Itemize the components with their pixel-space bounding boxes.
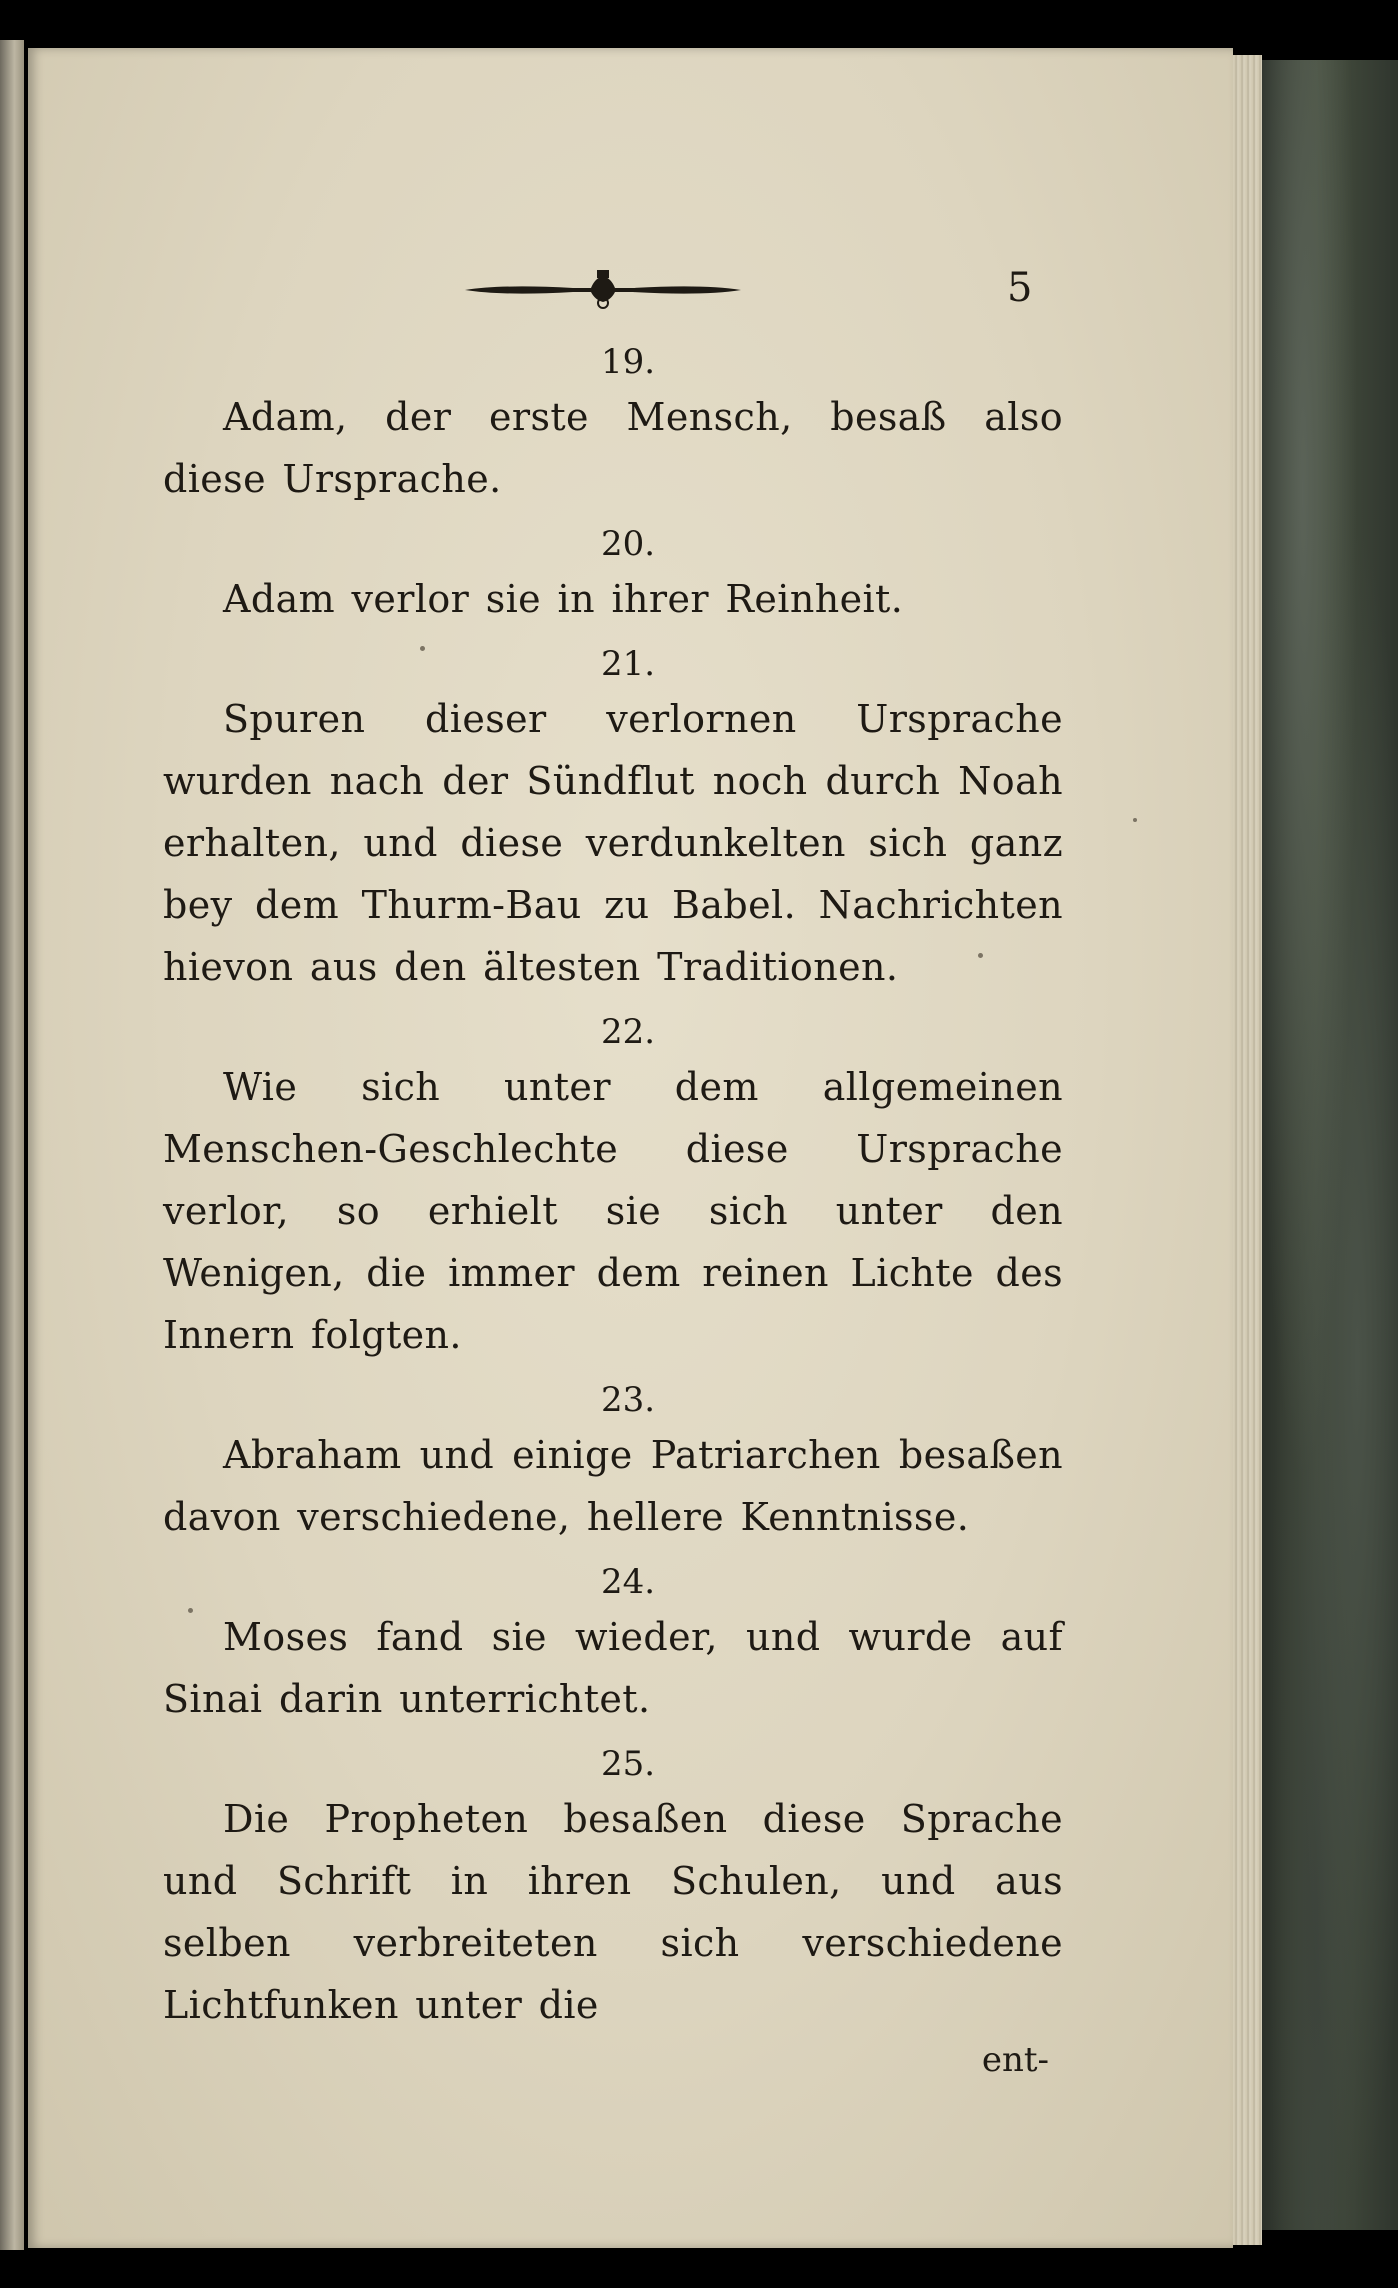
catchword: ent- [981,2040,1049,2080]
section-number: 24. [600,1562,656,1602]
paper-speck [1133,818,1137,822]
section-21 [163,644,1063,998]
section-text: Adam, der erste Mensch, besaß also diese Ursprache. [163,395,1063,501]
section-text: Abraham und einige Patriarchen besaßen davon verschiedene, hellere Kenntnisse. [163,1433,1063,1539]
section-number: 22. [600,1012,656,1052]
page-content [163,238,1063,2080]
section-20 [163,524,1063,630]
section-text: Adam verlor sie in ihrer Reinheit. [223,577,904,621]
facing-page-edge [0,40,24,2250]
section-number: 20. [600,524,656,564]
section-24 [163,1562,1063,1730]
section-text: Wie sich unter dem allgemeinen Menschen-Geschlechte diese Ursprache verlor, so erhielt sie sich unter den Wenigen, die immer dem reinen Lichte des Innern folgten. [163,1065,1063,1357]
section-25 [163,1744,1063,2036]
section-number: 25. [600,1744,656,1784]
page-header [163,238,1063,328]
section-23 [163,1380,1063,1548]
section-number: 19. [600,342,656,382]
book-cover-board [1262,60,1398,2230]
section-number: 21. [600,644,656,684]
page-number: 5 [1007,265,1033,311]
section-19 [163,342,1063,510]
book-page [28,48,1233,2248]
section-number: 23. [600,1380,656,1420]
ornament-rule-icon [463,270,743,310]
section-22 [163,1012,1063,1366]
page-edges [1232,55,1262,2245]
section-text: Moses fand sie wieder, und wurde auf Sinai darin unterrichtet. [163,1615,1063,1721]
section-text: Spuren dieser verlornen Ursprache wurden nach der Sündflut noch durch Noah erhalten, und diese verdunkelten sich ganz bey dem Thurm-Bau zu Babel. Nachrichten hievon aus den ältesten Traditionen. [163,697,1063,989]
section-text: Die Propheten besaßen diese Sprache und Schrift in ihren Schulen, und aus selben verbreiteten sich verschiedene Lichtfunken unter die [163,1797,1063,2027]
